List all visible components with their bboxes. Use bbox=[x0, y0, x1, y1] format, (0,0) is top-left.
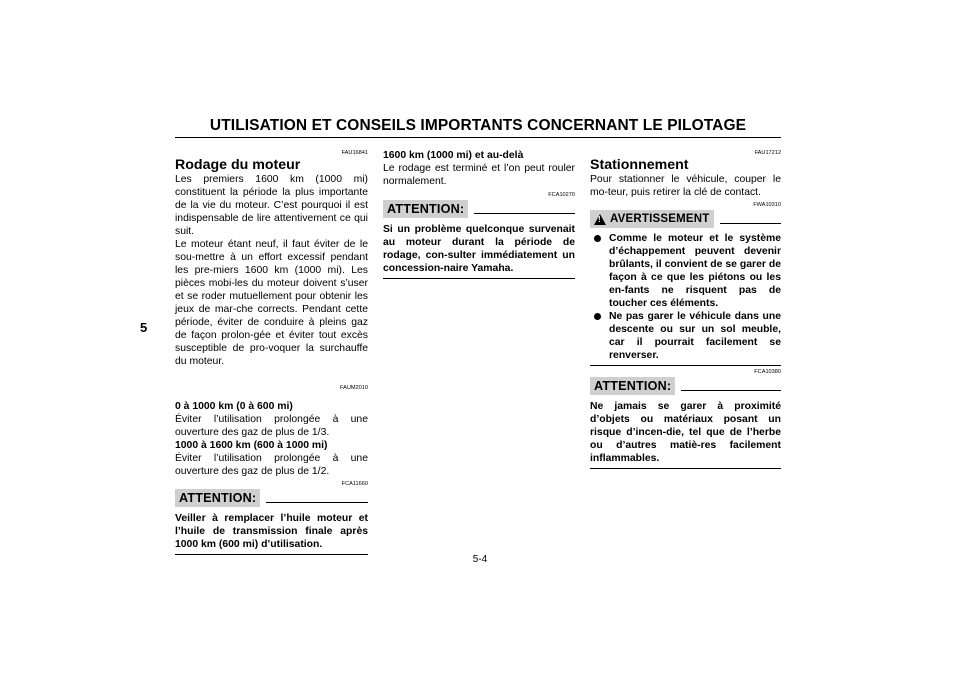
attention-header bbox=[175, 488, 368, 508]
ref-code: FAU17212 bbox=[754, 150, 781, 156]
subheading: 1000 à 1600 km (600 à 1000 mi) bbox=[175, 440, 328, 451]
ref-code: FCA11660 bbox=[341, 481, 368, 487]
warning-badge bbox=[590, 210, 714, 228]
paragraph: Pour stationner le véhicule, couper le mo-teur, puis retirer la clé de contact. bbox=[590, 174, 781, 198]
attention-badge: ATTENTION: bbox=[175, 489, 260, 507]
section-heading-stationnement: Stationnement bbox=[590, 157, 689, 173]
ref-code: FWA10310 bbox=[753, 202, 781, 208]
paragraph: Éviter l’utilisation prolongée à une ouverture des gaz de plus de 1/3. bbox=[175, 414, 368, 438]
attention-badge: ATTENTION: bbox=[590, 377, 675, 395]
list-item bbox=[590, 310, 781, 362]
left-column bbox=[175, 150, 368, 555]
list-item-text: Comme le moteur et le système d’échappement peuvent devenir brûlants, il convient de se garer de façon à ce que les piétons ou les en-fants ne risquent pas de toucher ces éléments. bbox=[609, 233, 781, 309]
chapter-tab: 5 bbox=[140, 320, 148, 335]
attention-text: Si un problème quelconque survenait au moteur durant la période de rodage, con-sulter immédiatement un concession-naire Yamaha. bbox=[383, 224, 575, 274]
ref-code: FCA10380 bbox=[754, 369, 781, 375]
paragraph: Éviter l’utilisation prolongée à une ouverture des gaz de plus de 1/2. bbox=[175, 453, 368, 477]
subheading: 0 à 1000 km (0 à 600 mi) bbox=[175, 401, 293, 412]
attention-rule bbox=[474, 213, 575, 214]
ref-code: FCA10270 bbox=[548, 192, 575, 198]
attention-header bbox=[590, 376, 781, 396]
bullet-icon bbox=[594, 313, 601, 320]
list-item-text: Ne pas garer le véhicule dans une descente ou sur un sol meuble, car il pourrait facilement se renverser. bbox=[609, 311, 781, 361]
bullet-icon bbox=[594, 235, 601, 242]
warning-triangle-icon: ! bbox=[594, 214, 606, 225]
warning-header bbox=[590, 209, 781, 229]
paragraph: Les premiers 1600 km (1000 mi) constituent la période la plus importante de la vie du moteur. C’est pourquoi il est indispensable de lire attentivement ce qui suit. bbox=[175, 174, 368, 237]
right-column bbox=[590, 150, 781, 469]
middle-column bbox=[383, 150, 575, 279]
subheading: 1600 km (1000 mi) et au-delà bbox=[383, 150, 524, 161]
warning-label: AVERTISSEMENT bbox=[610, 213, 710, 225]
paragraph: Le rodage est terminé et l’on peut rouler normalement. bbox=[383, 163, 575, 187]
page-header-title: UTILISATION ET CONSEILS IMPORTANTS CONCERNANT LE PILOTAGE bbox=[209, 117, 747, 134]
page-number: 5-4 bbox=[472, 554, 488, 565]
attention-header bbox=[383, 199, 575, 219]
attention-rule bbox=[266, 502, 368, 503]
ref-code: FAUM2010 bbox=[340, 385, 368, 391]
warning-bottom-rule bbox=[590, 365, 781, 366]
attention-badge: ATTENTION: bbox=[383, 200, 468, 218]
paragraph: Le moteur étant neuf, il faut éviter de le sou-mettre à un effort excessif pendant les pre-miers 1600 km (1000 mi). Les pièces mobi-les du moteur doivent s’user et se roder mutuellement pour obtenir les jeux de mar-che corrects. Pendant cette période, éviter de conduire à pleins gaz de façon prolon-gée et éviter tout excès susceptible de pro-voquer la surchauffe du moteur. bbox=[175, 239, 368, 367]
warning-rule bbox=[720, 223, 781, 224]
attention-rule bbox=[681, 390, 781, 391]
attention-bottom-rule bbox=[590, 468, 781, 469]
section-heading-rodage: Rodage du moteur bbox=[175, 157, 301, 173]
header-rule bbox=[175, 137, 781, 138]
attention-text: Veiller à remplacer l’huile moteur et l’huile de transmission finale après 1000 km (600 mi) d’utilisation. bbox=[175, 513, 368, 550]
warning-list bbox=[590, 232, 781, 362]
list-item bbox=[590, 232, 781, 310]
ref-code: FAU16841 bbox=[341, 150, 368, 156]
attention-bottom-rule bbox=[383, 278, 575, 279]
attention-text: Ne jamais se garer à proximité d’objets ou matériaux posant un risque d’incen-die, tel que de l’herbe ou d’autres matiè-res facilement inflammables. bbox=[590, 401, 781, 464]
